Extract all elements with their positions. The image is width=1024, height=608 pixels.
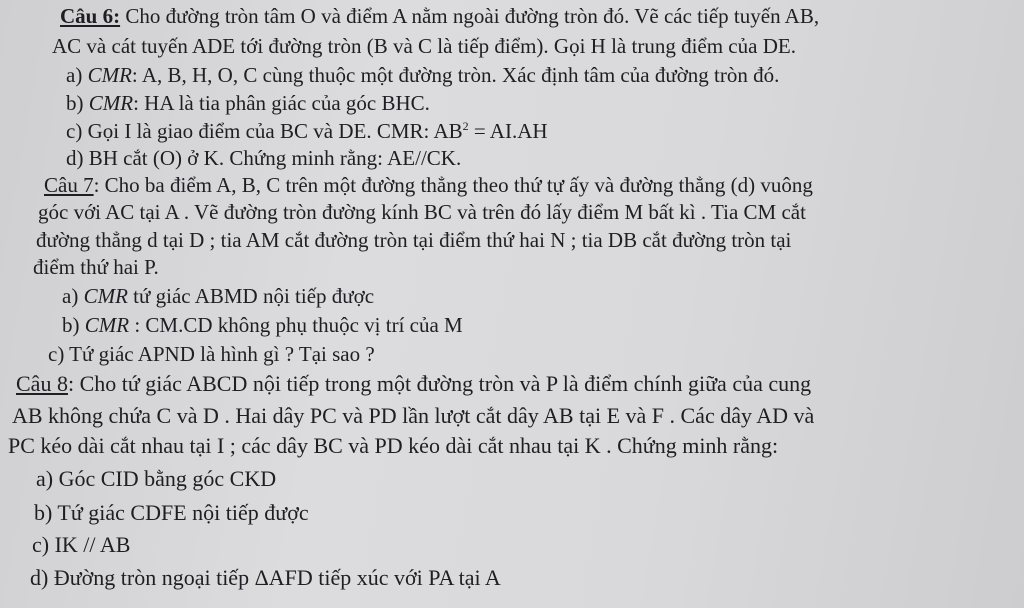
q6-line1 bbox=[60, 4, 819, 28]
q6-line2: AC và cát tuyến ADE tới đường tròn (B và C là tiếp điểm). Gọi H là trung điểm của DE. bbox=[52, 34, 796, 58]
q6-c-text: c) Gọi I là giao điểm của BC và DE. CMR: AB bbox=[66, 119, 463, 143]
q7-line2: góc với AC tại A . Vẽ đường tròn đường kính BC và trên đó lấy điểm M bất kì . Tia CM cắt bbox=[38, 200, 806, 224]
q7-label: Câu 7 bbox=[44, 173, 94, 197]
q6-b-text: : HA là tia phân giác của góc BHC. bbox=[133, 91, 430, 115]
q6-a-marker: a) bbox=[66, 63, 88, 87]
q6-part-b bbox=[66, 91, 430, 115]
q7-line1-text: : Cho ba điểm A, B, C trên một đường thẳng theo thứ tự ấy và đường thẳng (d) vuông bbox=[93, 173, 813, 197]
q7-part-c: c) Tứ giác APND là hình gì ? Tại sao ? bbox=[48, 342, 375, 366]
q8-part-d: d) Đường tròn ngoại tiếp ΔAFD tiếp xúc với PA tại A bbox=[30, 565, 501, 590]
q6-line1-text: Cho đường tròn tâm O và điểm A nằm ngoài đường tròn đó. Vẽ các tiếp tuyến AB, bbox=[120, 4, 820, 28]
q7-b-text: : CM.CD không phụ thuộc vị trí của M bbox=[129, 313, 463, 337]
q6-part-a bbox=[66, 63, 779, 87]
q6-c-superscript: 2 bbox=[462, 119, 469, 133]
q7-part-a bbox=[62, 284, 374, 308]
q8-line3: PC kéo dài cắt nhau tại I ; các dây BC và PD kéo dài cắt nhau tại K . Chứng minh rằng: bbox=[8, 433, 779, 458]
q7-line4: điểm thứ hai P. bbox=[33, 255, 159, 279]
q8-line1 bbox=[16, 372, 811, 396]
q8-label: Câu 8 bbox=[16, 371, 68, 396]
q6-label: Câu 6: bbox=[60, 4, 121, 28]
q8-part-b: b) Tứ giác CDFE nội tiếp được bbox=[34, 500, 309, 525]
q8-part-c: c) IK // AB bbox=[32, 532, 131, 557]
q7-part-b bbox=[62, 313, 463, 337]
q7-a-cmr: CMR bbox=[83, 284, 128, 308]
q7-line1 bbox=[44, 173, 813, 197]
q6-c-tail: = AI.AH bbox=[468, 119, 548, 143]
q6-b-marker: b) bbox=[66, 91, 89, 115]
q6-part-c bbox=[66, 119, 548, 143]
q7-b-marker: b) bbox=[62, 313, 85, 337]
q8-part-a: a) Góc CID bằng góc CKD bbox=[36, 466, 277, 491]
q7-a-marker: a) bbox=[62, 284, 84, 308]
q6-part-d: d) BH cắt (O) ở K. Chứng minh rằng: AE//CK. bbox=[66, 146, 462, 170]
q6-a-text: : A, B, H, O, C cùng thuộc một đường tròn. Xác định tâm của đường tròn đó. bbox=[131, 63, 780, 87]
q6-b-cmr: CMR bbox=[88, 91, 134, 115]
q8-line2: AB không chứa C và D . Hai dây PC và PD lần lượt cắt dây AB tại E và F . Các dây AD và bbox=[12, 403, 815, 428]
q7-a-text: tứ giác ABMD nội tiếp được bbox=[127, 284, 375, 308]
q7-line3: đường thẳng d tại D ; tia AM cắt đường tròn tại điểm thứ hai N ; tia DB cắt đường tròn tại bbox=[36, 228, 792, 252]
q6-a-cmr: CMR bbox=[87, 63, 132, 87]
q8-line1-text: : Cho tứ giác ABCD nội tiếp trong một đường tròn và P là điểm chính giữa của cung bbox=[67, 371, 812, 396]
q7-b-cmr: CMR bbox=[84, 313, 130, 337]
